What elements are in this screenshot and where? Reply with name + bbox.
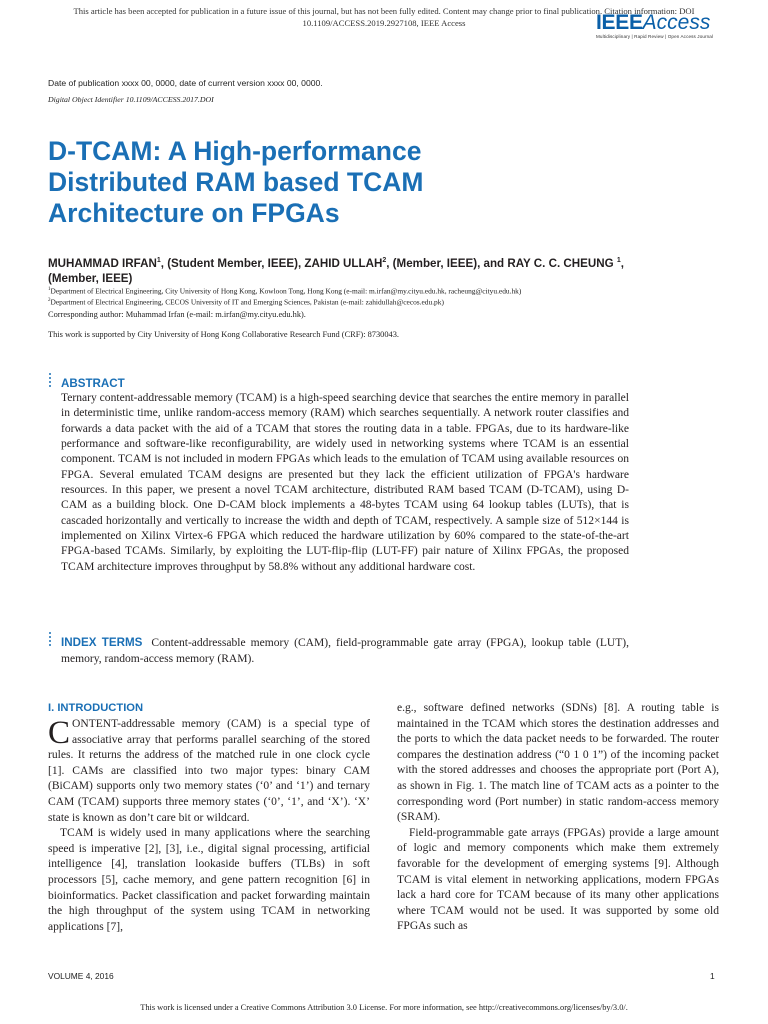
body-column-left (48, 701, 370, 935)
logo-tagline: Multidisciplinary | Rapid Review | Open Access Journal (596, 34, 714, 39)
abstract-heading: ABSTRACT (61, 377, 125, 390)
corresponding-author: Corresponding author: Muhammad Irfan (e-mail: m.irfan@my.cityu.edu.hk). (48, 310, 306, 319)
affiliation-2-marker: 2 (48, 297, 51, 303)
affiliation-1 (48, 285, 688, 296)
affiliation-1-marker: 1 (48, 287, 51, 292)
index-terms (61, 635, 629, 667)
logo-ieee-text: IEEE (596, 11, 643, 34)
intro-paragraph-1 (48, 717, 370, 826)
intro-paragraph-1-text: ONTENT-addressable memory (CAM) is a special type of associative array that performs parallel searching of the stored rules. It returns the address of the matched rule in one clock cycle [1]. CAMs are classified into two major types: binary CAM (BiCAM) supports only two memory states (‘0’ and ‘1’) and ternary CAM (TCAM) supports three memory states (‘0’, ‘1’, and ‘X’). ‘X’ state is known as don’t care bit or wildcard. (48, 718, 370, 824)
paper-title: D-TCAM: A High-performance Distributed RAM based TCAM Architecture on FPGAs (48, 136, 424, 228)
abstract-dots-icon (49, 373, 55, 389)
accepted-notice-line2: 10.1109/ACCESS.2019.2927108, IEEE Access (302, 18, 466, 28)
author-1-role: , (Student Member, IEEE), ZAHID ULLAH (160, 256, 383, 270)
author-1-affil-marker: 1 (156, 257, 161, 264)
index-terms-dots-icon (49, 632, 55, 648)
logo-access-text: Access (642, 11, 711, 34)
affiliation-1-text: Department of Electrical Engineering, City University of Hong Kong, Kowloon Tong, Hong Kong (e-mail: m.irfan@my.cityu.edu.hk, racheung@cityu.edu.hk) (50, 286, 522, 296)
funding-statement: This work is supported by City University of Hong Kong Collaborative Research Fund (CRF): 8730043. (48, 330, 400, 339)
logo-wordmark (596, 11, 726, 35)
abstract-body: Ternary content-addressable memory (TCAM) is a high-speed searching device that searches the entire memory in parallel in deterministic time, unlike random-access memory (RAM) which searches sequentially. A network router classifies and forwards a data packet with the aid of a TCAM that stores the routing data in a table. FPGAs, due to its hardware-like performance and software-like reconfigurability, are widely used in networking systems where TCAM is an essential component. TCAM is not included in modern FPGAs which leads to the emulation of TCAM using available resources on FPGA. Several emulated TCAM designs are presented but they lack the efficient utilization of FPGA's hardware resources. In this paper, we present a novel TCAM architecture, distributed RAM based TCAM (D-TCAM), using D-CAM as a building block. One D-CAM block implements a 48-bytes TCAM using 64 lookup tables (LUTs), that is cascaded horizontally and vertically to increase the width and depth of TCAM, respectively. A sample size of 512×144 is implemented on Xilinx Virtex-6 FPGA which reduced the hardware utilization by 60% compared to the state-of-the-art FPGA-based TCAMs. Similarly, by exploiting the LUT-flip-flip (LUT-FF) pair nature of Xilinx FPGAs, the proposed TCAM architecture improves throughput by 58.8% without any additional hardware cost. (61, 392, 629, 573)
accepted-notice-line1: This article has been accepted for publication in a future issue of this journal, but has not been fully edited. Content may change prior to final publication. Citation information: DOI (73, 6, 695, 16)
index-terms-text: Content-addressable memory (CAM), field-programmable gate array (FPGA), lookup table (LUT), memory, random-access memory (RAM). (61, 637, 629, 665)
doi-line: Digital Object Identifier 10.1109/ACCESS.2017.DOI (48, 95, 214, 104)
section-heading-introduction: I. INTRODUCTION (48, 702, 144, 714)
publication-date: Date of publication xxxx 00, 0000, date of current version xxxx 00, 0000. (48, 78, 323, 88)
intro-paragraph-2: TCAM is widely used in many applications where the searching speed is imperative [2], [3], i.e., digital signal processing, artificial intelligence [4], translation lookaside buffers (TLBs) in soft processors [5], cache memory, and gene pattern recognition [6] in bioinformatics. Packet classification and packet forwarding maintain the high throughput of the system using TCAM in networking applications [7], (48, 827, 370, 933)
drop-cap: C (48, 715, 71, 751)
index-terms-heading: INDEX TERMS (61, 636, 143, 649)
body-column-right (397, 701, 719, 935)
author-3-affil-marker: 1 (616, 257, 621, 264)
author-2-affil-marker: 2 (382, 257, 387, 264)
affiliation-2 (48, 296, 688, 307)
volume-label: VOLUME 4, 2016 (48, 971, 114, 981)
license-notice: This work is licensed under a Creative Commons Attribution 3.0 License. For more information, see http://creativecommons.org/licenses/by/3.0/. (140, 1003, 628, 1012)
affiliation-2-text: Department of Electrical Engineering, CECOS University of IT and Emerging Sciences, Pakistan (e-mail: zahidullah@cecos.edu.pk) (50, 297, 444, 307)
ieee-access-logo (596, 11, 726, 39)
author-3-role: , (Member, IEEE) (48, 256, 625, 285)
intro-paragraph-4: Field-programmable gate arrays (FPGAs) provide a large amount of logic and memory components which make them extremely favorable for the development of emerging systems [9]. Although TCAM is vital element in networking applications, modern FPGAs lack a hard core for TCAM because of its many other applications where TCAM would not be used. It was supported by some old FPGAs such as (397, 826, 719, 933)
intro-paragraph-3: e.g., software defined networks (SDNs) [8]. A routing table is maintained in the TCAM which stores the destination addresses and the ports to which the data packet needs to be forwarded. The router compares the destination address (“0 1 0 1”) of the incoming packet with the stored addresses and chooses the appropriate port (Port A), as shown in Fig. 1. The match line of TCAM acts as a pointer to the corresponding word (Port number) in static random-access memory (SRAM). (397, 702, 719, 824)
affiliations (48, 285, 688, 307)
author-1-name: MUHAMMAD IRFAN (48, 256, 157, 270)
page-number: 1 (710, 971, 715, 981)
author-list (48, 253, 638, 286)
author-2-role: , (Member, IEEE), and RAY C. C. CHEUNG (386, 256, 617, 270)
